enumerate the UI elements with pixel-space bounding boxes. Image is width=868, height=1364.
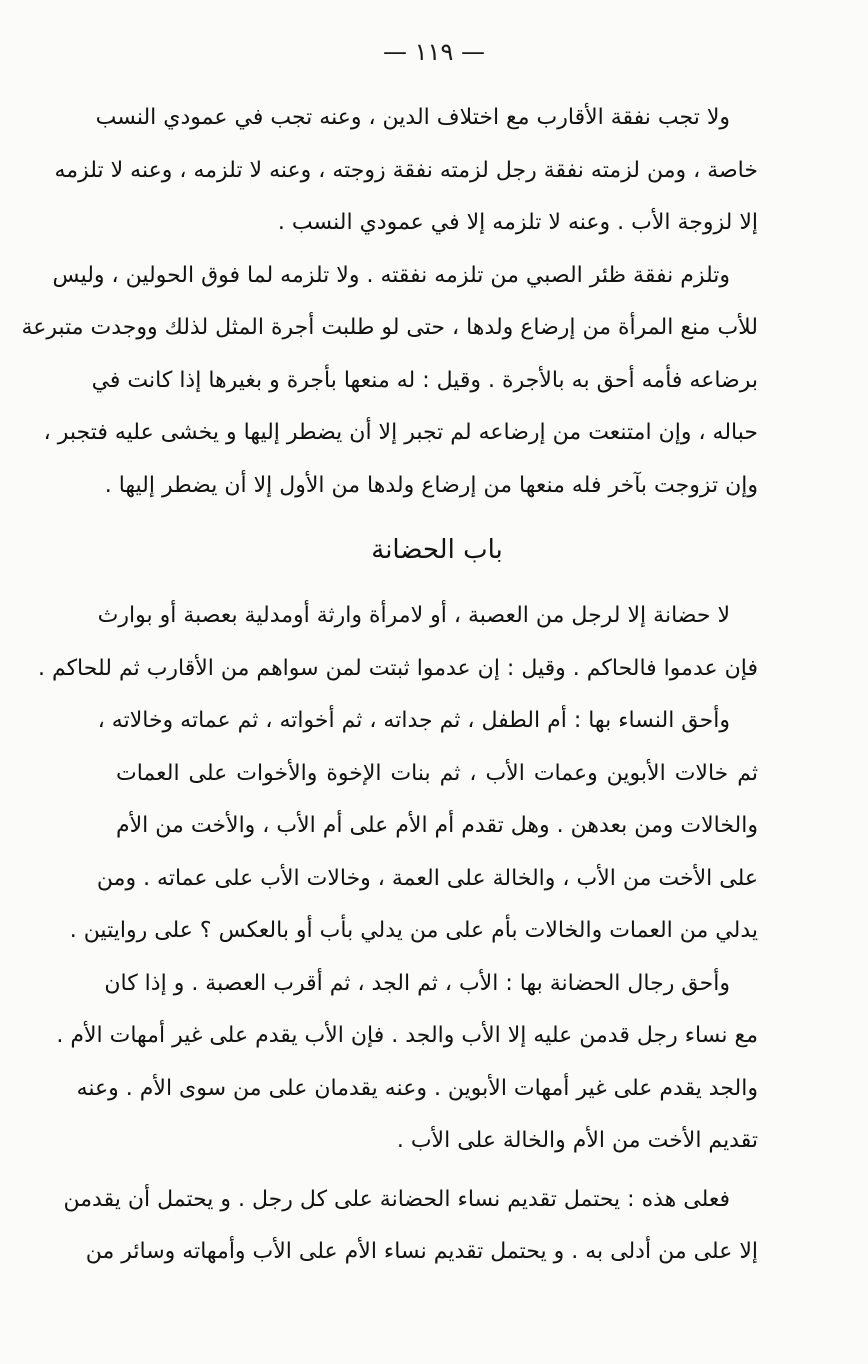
text-line: وإن تزوجت بآخر فله منعها من إرضاع ولدها من الأول إلا أن يضطر إليها . xyxy=(104,472,758,498)
text-line: والجد يقدم على غير أمهات الأبوين . وعنه يقدمان على من سوى الأم . وعنه xyxy=(76,1075,758,1101)
text-line: للأب منع المرأة من إرضاع ولدها ، حتى لو طلبت أجرة المثل لذلك ووجدت متبرعة xyxy=(21,315,758,340)
page-number: — ١١٩ — xyxy=(383,38,485,66)
paragraph-1 xyxy=(54,92,758,250)
text-line: والخالات ومن بعدهن . وهل تقدم أم الأم على أم الأب ، والأخت من الأم xyxy=(116,813,758,838)
text-line: على الأخت من الأب ، والخالة على العمة ، وخالات الأب على عماته . ومن xyxy=(96,865,758,891)
paragraph-2 xyxy=(21,250,758,513)
text-line: إلا لزوجة الأب . وعنه لا تلزمه إلا في عمودي النسب . xyxy=(277,210,758,235)
text-line: حباله ، وإن امتنعت من إرضاعه لم تجبر إلا أن يضطر إليها و يخشى عليه فتجبر ، xyxy=(43,420,758,445)
section-heading: باب الحضانة xyxy=(371,535,503,565)
text-line: لا حضانة إلا لرجل من العصبة ، أو لامرأة وارثة أومدلية بعصبة أو بوارث xyxy=(97,603,730,628)
paragraph-3 xyxy=(37,590,758,695)
text-line: خاصة ، ومن لزمته نفقة رجل لزمته نفقة زوجته ، وعنه لا تلزمه ، وعنه لا تلزمه xyxy=(54,157,758,183)
text-line: إلا على من أدلى به . و يحتمل تقديم نساء الأم على الأب وأمهاته وسائر من xyxy=(85,1239,758,1264)
text-line: وأحق النساء بها : أم الطفل ، ثم جداته ، ثم أخواته ، ثم عماته وخالاته ، xyxy=(97,708,730,733)
text-line: وتلزم نفقة ظئر الصبي من تلزمه نفقته . ولا تلزمه لما فوق الحولين ، وليس xyxy=(52,262,730,288)
text-line: تقديم الأخت من الأم والخالة على الأب . xyxy=(396,1128,758,1153)
text-line: فإن عدموا فالحاكم . وقيل : إن عدموا ثبتت لمن سواهم من الأقارب ثم للحاكم . xyxy=(37,655,758,681)
paragraph-6 xyxy=(63,1174,758,1279)
text-line: يدلي من العمات والخالات بأم على من يدلي بأب أو بالعكس ؟ على روايتين . xyxy=(69,918,758,943)
text-line: مع نساء رجل قدمن عليه إلا الأب والجد . فإن الأب يقدم على غير أمهات الأم . xyxy=(56,1023,758,1048)
text-line: وأحق رجال الحضانة بها : الأب ، ثم الجد ، ثم أقرب العصبة . و إذا كان xyxy=(104,970,730,996)
paragraph-4 xyxy=(69,695,758,958)
text-line: ثم خالات الأبوين وعمات الأب ، ثم بنات الإخوة والأخوات على العمات xyxy=(116,760,758,786)
text-line: فعلى هذه : يحتمل تقديم نساء الحضانة على كل رجل . و يحتمل أن يقدمن xyxy=(63,1186,730,1212)
text-line: ولا تجب نفقة الأقارب مع اختلاف الدين ، وعنه تجب في عمودي النسب xyxy=(95,105,730,130)
text-line: برضاعه فأمه أحق به بالأجرة . وقيل : له منعها بأجرة و بغيرها إذا كانت في xyxy=(91,367,758,393)
body-text xyxy=(21,92,758,1279)
paragraph-5 xyxy=(56,958,758,1168)
